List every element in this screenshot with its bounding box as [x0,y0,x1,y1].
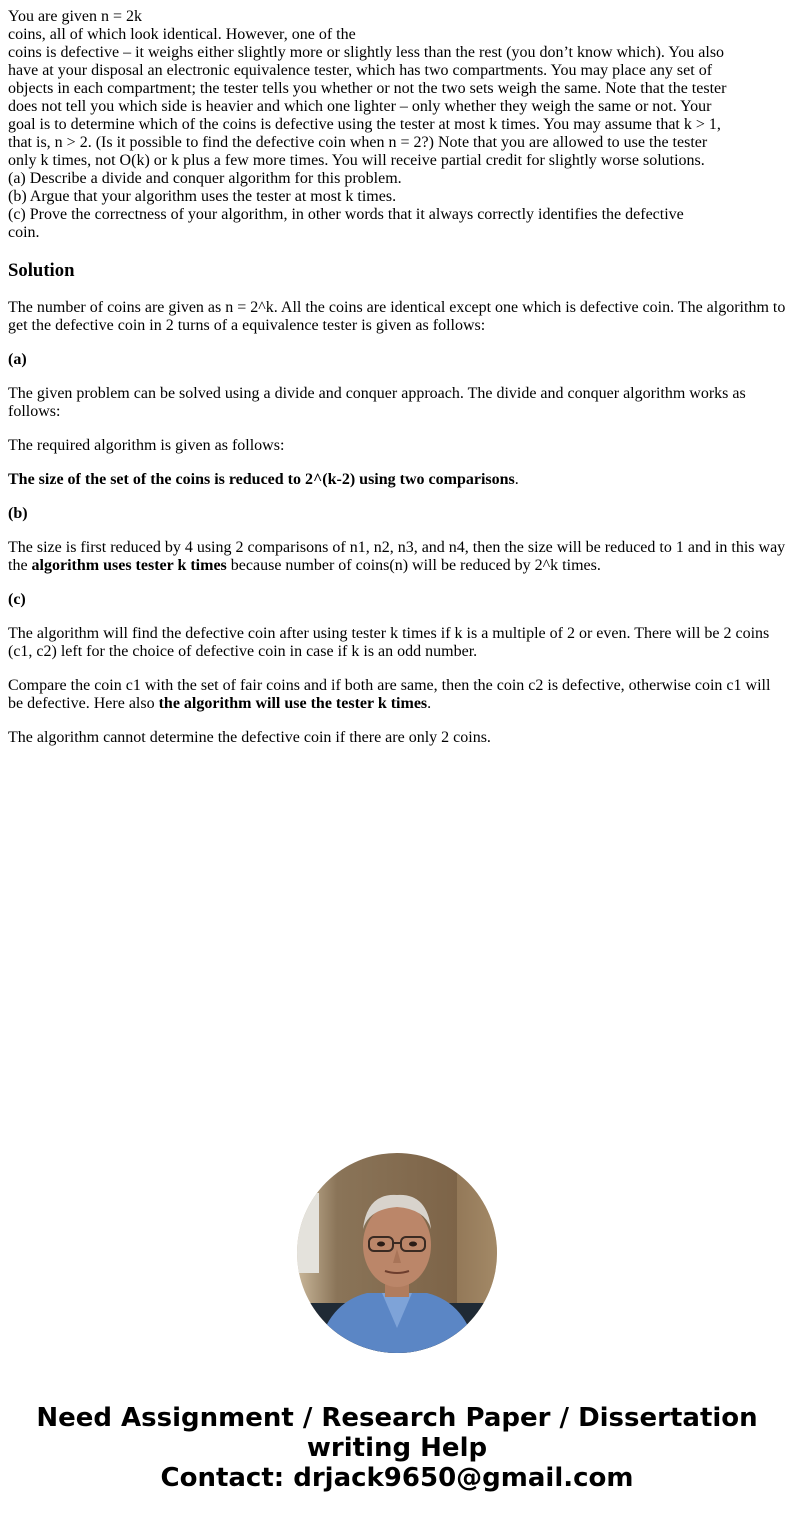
footer-contact: Contact: drjack9650@gmail.com [160,1463,634,1493]
question-line: only k times, not O(k) or k plus a few more times. You will receive partial credit for slightly worse solutions. [8,152,705,169]
question-line: does not tell you which side is heavier and which one lighter – only whether they weigh the same or not. Your [8,98,712,115]
part-b-post: because number of coins(n) will be reduced by 2^k times. [226,557,601,574]
part-c-pre: Compare the coin c1 with the set of fair coins and if both are same, then the coin c2 is defective, otherwise coin c1 will be defective. Here also [8,677,771,712]
question-line: You are given n = 2k [8,8,143,25]
footer-line: Need Assignment / Research Paper / Dissertation [36,1403,758,1433]
part-b-pre: The size is first reduced by 4 using 2 comparisons of n1, n2, n3, and n4, then the size will be reduced to 1 and in this way the [8,539,786,574]
part-c-paragraph: The algorithm will find the defective coin after using tester k times if k is a multiple of 2 or even. There will be 2 coins (c1, c2) left for the choice of defective coin in case if k is an odd number. [8,625,770,660]
question-line: (b) Argue that your algorithm uses the tester at most k times. [8,188,397,205]
question-line: (c) Prove the correctness of your algorithm, in other words that it always correctly identifies the defective [8,206,684,223]
question-line: coins is defective – it weighs either slightly more or slightly less than the rest (you don’t know which). You also [8,44,725,61]
solution-section [8,259,786,763]
part-c-paragraph: The algorithm cannot determine the defective coin if there are only 2 coins. [8,729,491,746]
question-line: objects in each compartment; the tester tells you whether or not the two sets weigh the same. Note that the tester [8,80,727,97]
part-a-paragraph: The required algorithm is given as follows: [8,437,285,454]
question-line: that is, n > 2. (Is it possible to find the defective coin when n = 2?) Note that you are allowed to use the tester [8,134,708,151]
question-text [8,8,786,242]
part-b-bold: algorithm uses tester k times [31,557,227,574]
part-a-label [8,351,786,369]
part-c-bold: the algorithm will use the tester k times [158,695,428,712]
part-b-label-text: (b) [8,505,28,522]
footer-line: writing Help [306,1433,488,1463]
part-b-paragraph [8,539,786,575]
question-line: coins, all of which look identical. However, one of the [8,26,356,43]
part-c-post: . [427,695,432,712]
question-line: goal is to determine which of the coins is defective using the tester at most k times. You may assume that k > 1, [8,116,721,133]
part-b-label [8,505,786,523]
part-c-label-text: (c) [8,591,26,608]
part-a-period: . [514,471,519,488]
part-a-bold: The size of the set of the coins is reduced to 2^(k-2) using two comparisons [8,471,515,488]
author-avatar [297,1153,497,1353]
part-c-label [8,591,786,609]
part-a-conclusion [8,471,786,489]
footer-promo [0,1403,794,1493]
question-line: have at your disposal an electronic equivalence tester, which has two compartments. You may place any set of [8,62,713,79]
avatar-portrait [297,1153,497,1353]
part-a-label-text: (a) [8,351,27,368]
solution-intro: The number of coins are given as n = 2^k. All the coins are identical except one which is defective coin. The algorithm to get the defective coin in 2 turns of a equivalence tester is given as follows: [8,299,786,334]
part-a-paragraph: The given problem can be solved using a divide and conquer approach. The divide and conquer algorithm works as follows: [8,385,746,420]
part-c-paragraph [8,677,786,713]
question-line: (a) Describe a divide and conquer algorithm for this problem. [8,170,402,187]
question-line: coin. [8,224,40,241]
solution-heading: Solution [8,260,75,281]
